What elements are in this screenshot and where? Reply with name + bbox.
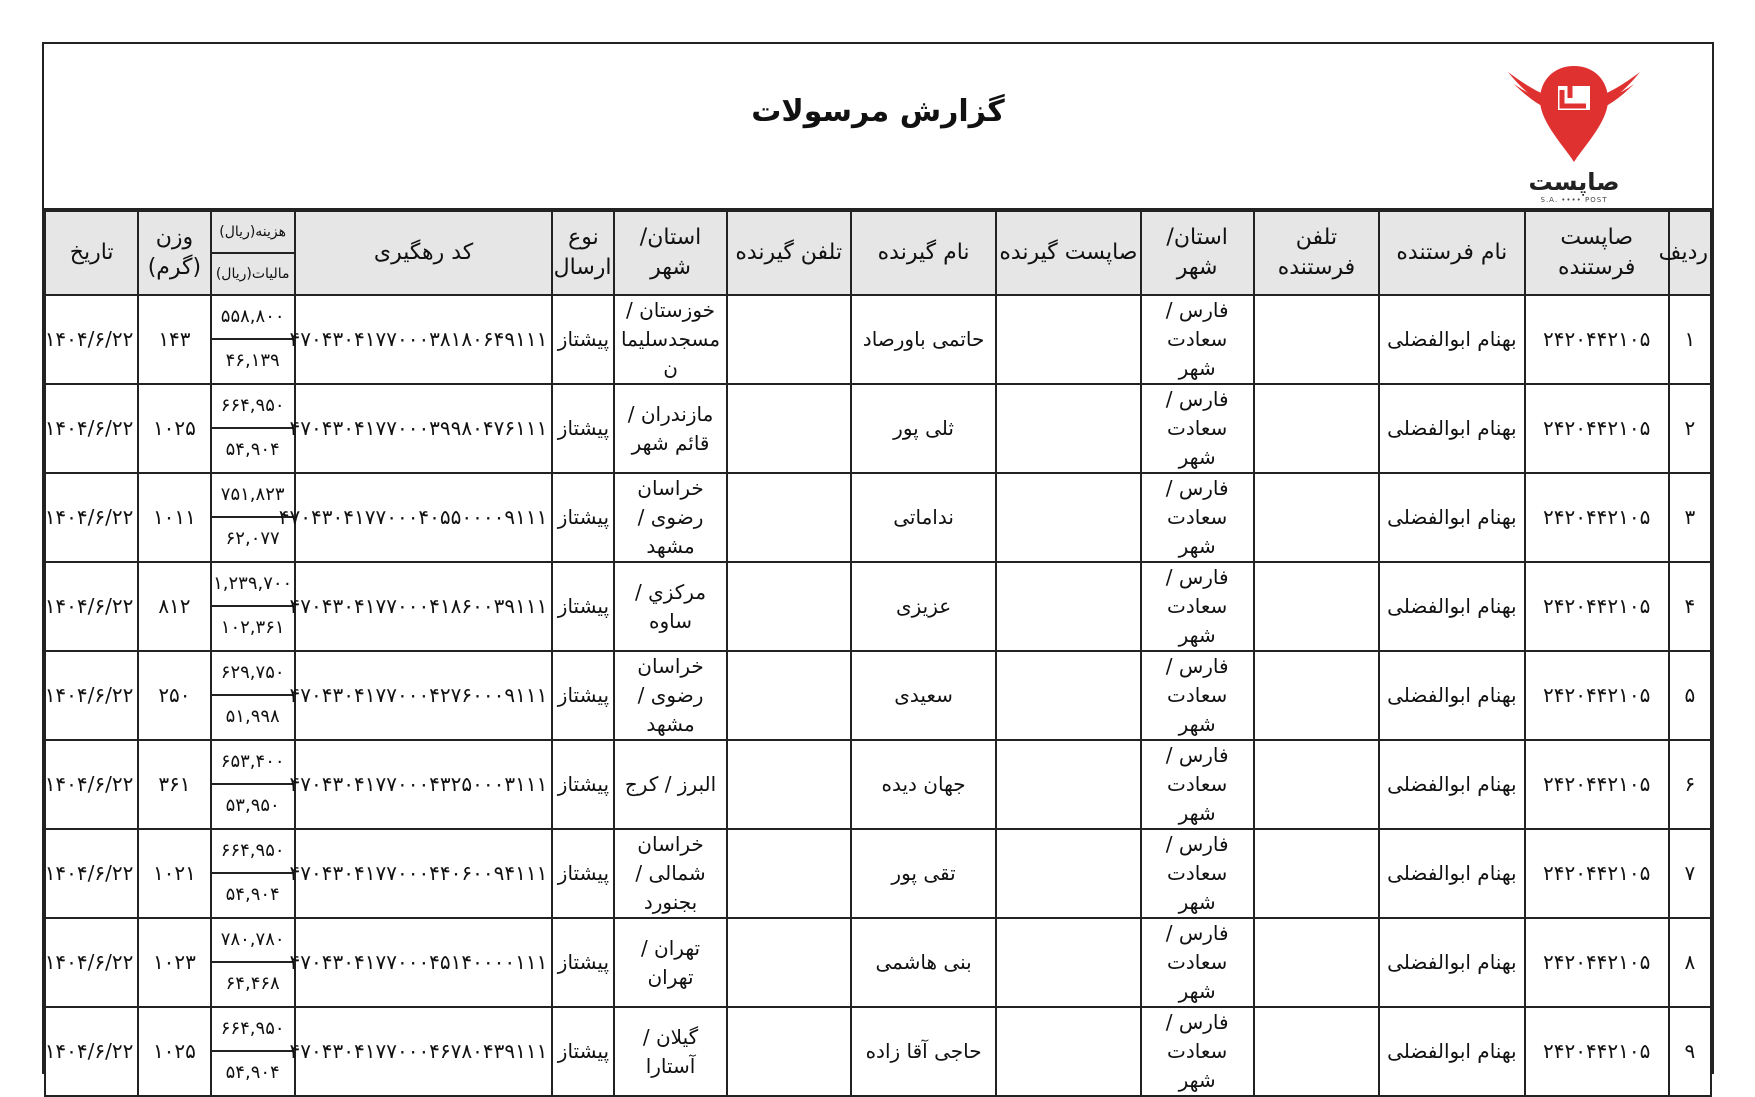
report-header bbox=[44, 44, 1712, 210]
cell-weight: ۸۱۲ bbox=[138, 562, 210, 651]
cell-date: ۱۴۰۴/۶/۲۲ bbox=[45, 295, 138, 384]
cell-send-type: پیشتاز bbox=[552, 384, 614, 473]
cell-weight: ۱۰۲۱ bbox=[138, 829, 210, 918]
cell-weight: ۱۰۱۱ bbox=[138, 473, 210, 562]
cell-cost: ۷۵۱,۸۲۳ bbox=[211, 473, 295, 517]
cell-send-type: پیشتاز bbox=[552, 740, 614, 829]
cell-receiver-phone bbox=[727, 384, 851, 473]
cell-row-number: ۵ bbox=[1669, 651, 1711, 740]
cell-sender-phone bbox=[1254, 918, 1379, 1007]
cell-sender-location: فارس / سعادت شهر bbox=[1141, 918, 1254, 1007]
cell-weight: ۱۴۳ bbox=[138, 295, 210, 384]
cell-sender-name: بهنام ابوالفضلی bbox=[1379, 562, 1524, 651]
table-header-row bbox=[45, 211, 1711, 253]
cell-weight: ۳۶۱ bbox=[138, 740, 210, 829]
cell-receiver-location: گیلان / آستارا bbox=[614, 1007, 726, 1096]
cell-receiver-name: جهان دیده bbox=[851, 740, 996, 829]
col-sender-code: صاپست فرستنده bbox=[1525, 211, 1669, 295]
cell-send-type: پیشتاز bbox=[552, 651, 614, 740]
col-sender-location: استان/ شهر bbox=[1141, 211, 1254, 295]
col-tracking-code: کد رهگیری bbox=[295, 211, 553, 295]
cell-receiver-location: خوزستان / مسجدسلیما ن bbox=[614, 295, 726, 384]
cell-receiver-phone bbox=[727, 295, 851, 384]
cell-receiver-name: تقی پور bbox=[851, 829, 996, 918]
table-row bbox=[45, 1007, 1711, 1051]
table-row bbox=[45, 651, 1711, 695]
cell-receiver-code bbox=[996, 473, 1140, 562]
cell-tax: ۶۲,۰۷۷ bbox=[211, 517, 295, 562]
cell-tax: ۵۳,۹۵۰ bbox=[211, 784, 295, 829]
cell-send-type: پیشتاز bbox=[552, 473, 614, 562]
cell-date: ۱۴۰۴/۶/۲۲ bbox=[45, 829, 138, 918]
shipments-table bbox=[44, 210, 1712, 1097]
cell-receiver-phone bbox=[727, 473, 851, 562]
cell-sender-name: بهنام ابوالفضلی bbox=[1379, 651, 1524, 740]
col-sender-name: نام فرستنده bbox=[1379, 211, 1524, 295]
cell-receiver-phone bbox=[727, 829, 851, 918]
cell-receiver-code bbox=[996, 918, 1140, 1007]
cell-receiver-name: ثلی پور bbox=[851, 384, 996, 473]
cell-tracking-code: ۴۷۰۴۳۰۴۱۷۷۰۰۰۳۹۹۸۰۴۷۶۱۱۱ bbox=[295, 384, 553, 473]
cell-cost: ۵۵۸,۸۰۰ bbox=[211, 295, 295, 339]
cell-sender-phone bbox=[1254, 295, 1379, 384]
cell-receiver-location: خراسان رضوی / مشهد bbox=[614, 473, 726, 562]
table-row bbox=[45, 295, 1711, 339]
cell-weight: ۱۰۲۵ bbox=[138, 384, 210, 473]
cell-sender-phone bbox=[1254, 651, 1379, 740]
cell-tax: ۶۴,۴۶۸ bbox=[211, 962, 295, 1007]
cell-tracking-code: ۴۷۰۴۳۰۴۱۷۷۰۰۰۴۳۲۵۰۰۰۳۱۱۱ bbox=[295, 740, 553, 829]
cell-tracking-code: ۴۷۰۴۳۰۴۱۷۷۰۰۰۴۵۱۴۰۰۰۰۱۱۱ bbox=[295, 918, 553, 1007]
cell-sender-location: فارس / سعادت شهر bbox=[1141, 651, 1254, 740]
cell-sender-code: ۲۴۲۰۴۴۲۱۰۵ bbox=[1525, 651, 1669, 740]
cell-row-number: ۹ bbox=[1669, 1007, 1711, 1096]
cell-sender-phone bbox=[1254, 740, 1379, 829]
cell-sender-location: فارس / سعادت شهر bbox=[1141, 1007, 1254, 1096]
table-row bbox=[45, 740, 1711, 784]
cell-row-number: ۶ bbox=[1669, 740, 1711, 829]
cell-sender-location: فارس / سعادت شهر bbox=[1141, 384, 1254, 473]
cell-cost: ۶۶۴,۹۵۰ bbox=[211, 384, 295, 428]
cell-tracking-code: ۴۷۰۴۳۰۴۱۷۷۰۰۰۴۶۷۸۰۴۳۹۱۱۱ bbox=[295, 1007, 553, 1096]
cell-sender-name: بهنام ابوالفضلی bbox=[1379, 384, 1524, 473]
cell-row-number: ۷ bbox=[1669, 829, 1711, 918]
logo-subtitle: S.A. •••• POST bbox=[1540, 196, 1608, 204]
cell-sender-code: ۲۴۲۰۴۴۲۱۰۵ bbox=[1525, 562, 1669, 651]
cell-sender-location: فارس / سعادت شهر bbox=[1141, 562, 1254, 651]
cell-cost: ۷۸۰,۷۸۰ bbox=[211, 918, 295, 962]
col-receiver-phone: تلفن گیرنده bbox=[727, 211, 851, 295]
report-frame bbox=[42, 42, 1714, 1092]
cell-tax: ۱۰۲,۳۶۱ bbox=[211, 606, 295, 651]
cell-sender-code: ۲۴۲۰۴۴۲۱۰۵ bbox=[1525, 384, 1669, 473]
col-tax: مالیات(ریال) bbox=[211, 253, 295, 295]
pin-wings-icon bbox=[1504, 58, 1644, 168]
cell-sender-code: ۲۴۲۰۴۴۲۱۰۵ bbox=[1525, 829, 1669, 918]
cell-cost: ۶۶۴,۹۵۰ bbox=[211, 1007, 295, 1051]
cell-weight: ۲۵۰ bbox=[138, 651, 210, 740]
sapost-logo bbox=[1504, 58, 1644, 208]
cell-row-number: ۴ bbox=[1669, 562, 1711, 651]
cell-tax: ۵۴,۹۰۴ bbox=[211, 1051, 295, 1096]
cell-receiver-name: بنی هاشمی bbox=[851, 918, 996, 1007]
col-receiver-location: استان/ شهر bbox=[614, 211, 726, 295]
table-row bbox=[45, 384, 1711, 428]
cell-receiver-phone bbox=[727, 740, 851, 829]
cell-receiver-location: مازندران / قائم شهر bbox=[614, 384, 726, 473]
table-row bbox=[45, 473, 1711, 517]
page-title: گزارش مرسولات bbox=[751, 94, 1005, 129]
cell-tax: ۵۴,۹۰۴ bbox=[211, 873, 295, 918]
cell-receiver-location: مرکزي / ساوه bbox=[614, 562, 726, 651]
cell-send-type: پیشتاز bbox=[552, 562, 614, 651]
cell-receiver-phone bbox=[727, 651, 851, 740]
cell-row-number: ۸ bbox=[1669, 918, 1711, 1007]
cell-row-number: ۲ bbox=[1669, 384, 1711, 473]
col-weight: وزن (گرم) bbox=[138, 211, 210, 295]
cell-sender-location: فارس / سعادت شهر bbox=[1141, 740, 1254, 829]
cell-tax: ۵۱,۹۹۸ bbox=[211, 695, 295, 740]
col-sender-phone: تلفن فرستنده bbox=[1254, 211, 1379, 295]
cell-sender-name: بهنام ابوالفضلی bbox=[1379, 1007, 1524, 1096]
cell-sender-name: بهنام ابوالفضلی bbox=[1379, 918, 1524, 1007]
cell-sender-name: بهنام ابوالفضلی bbox=[1379, 473, 1524, 562]
cell-receiver-code bbox=[996, 651, 1140, 740]
cell-tracking-code: ۴۷۰۴۳۰۴۱۷۷۰۰۰۴۱۸۶۰۰۳۹۱۱۱ bbox=[295, 562, 553, 651]
cell-receiver-phone bbox=[727, 562, 851, 651]
cell-cost: ۶۵۳,۴۰۰ bbox=[211, 740, 295, 784]
cell-sender-phone bbox=[1254, 384, 1379, 473]
cell-tracking-code: ۴۷۰۴۳۰۴۱۷۷۰۰۰۴۲۷۶۰۰۰۹۱۱۱ bbox=[295, 651, 553, 740]
cell-tax: ۵۴,۹۰۴ bbox=[211, 428, 295, 473]
cell-sender-name: بهنام ابوالفضلی bbox=[1379, 740, 1524, 829]
cell-receiver-code bbox=[996, 829, 1140, 918]
cell-send-type: پیشتاز bbox=[552, 295, 614, 384]
cell-date: ۱۴۰۴/۶/۲۲ bbox=[45, 651, 138, 740]
cell-receiver-name: نداماتی bbox=[851, 473, 996, 562]
cell-receiver-phone bbox=[727, 918, 851, 1007]
cell-receiver-location: خراسان شمالی / بجنورد bbox=[614, 829, 726, 918]
cell-receiver-code bbox=[996, 740, 1140, 829]
cell-sender-code: ۲۴۲۰۴۴۲۱۰۵ bbox=[1525, 1007, 1669, 1096]
cell-receiver-code bbox=[996, 295, 1140, 384]
col-receiver-code: صاپست گیرنده bbox=[996, 211, 1140, 295]
col-send-type: نوع ارسال bbox=[552, 211, 614, 295]
cell-tracking-code: ۴۷۰۴۳۰۴۱۷۷۰۰۰۴۰۵۵۰۰۰۰۹۱۱۱ bbox=[295, 473, 553, 562]
cell-tax: ۴۶,۱۳۹ bbox=[211, 339, 295, 384]
cell-sender-location: فارس / سعادت شهر bbox=[1141, 295, 1254, 384]
logo-wordmark: صاپست bbox=[1528, 168, 1620, 196]
cell-tracking-code: ۴۷۰۴۳۰۴۱۷۷۰۰۰۴۴۰۶۰۰۹۴۱۱۱ bbox=[295, 829, 553, 918]
cell-receiver-location: البرز / کرج bbox=[614, 740, 726, 829]
cell-sender-name: بهنام ابوالفضلی bbox=[1379, 295, 1524, 384]
cell-date: ۱۴۰۴/۶/۲۲ bbox=[45, 562, 138, 651]
cell-cost: ۶۶۴,۹۵۰ bbox=[211, 829, 295, 873]
col-date: تاریخ bbox=[45, 211, 138, 295]
cell-receiver-code bbox=[996, 1007, 1140, 1096]
cell-date: ۱۴۰۴/۶/۲۲ bbox=[45, 1007, 138, 1096]
cell-send-type: پیشتاز bbox=[552, 918, 614, 1007]
cell-sender-phone bbox=[1254, 1007, 1379, 1096]
cell-cost: ۶۲۹,۷۵۰ bbox=[211, 651, 295, 695]
cell-receiver-location: تهران / تهران bbox=[614, 918, 726, 1007]
col-cost: هزینه(ریال) bbox=[211, 211, 295, 253]
cell-sender-name: بهنام ابوالفضلی bbox=[1379, 829, 1524, 918]
cell-sender-phone bbox=[1254, 473, 1379, 562]
cell-sender-code: ۲۴۲۰۴۴۲۱۰۵ bbox=[1525, 740, 1669, 829]
cell-sender-code: ۲۴۲۰۴۴۲۱۰۵ bbox=[1525, 918, 1669, 1007]
cell-receiver-name: عزیزی bbox=[851, 562, 996, 651]
cell-sender-phone bbox=[1254, 562, 1379, 651]
cell-sender-phone bbox=[1254, 829, 1379, 918]
cell-date: ۱۴۰۴/۶/۲۲ bbox=[45, 473, 138, 562]
cell-date: ۱۴۰۴/۶/۲۲ bbox=[45, 918, 138, 1007]
table-row bbox=[45, 562, 1711, 606]
cell-date: ۱۴۰۴/۶/۲۲ bbox=[45, 384, 138, 473]
cell-receiver-location: خراسان رضوی / مشهد bbox=[614, 651, 726, 740]
cell-sender-code: ۲۴۲۰۴۴۲۱۰۵ bbox=[1525, 473, 1669, 562]
col-receiver-name: نام گیرنده bbox=[851, 211, 996, 295]
cell-weight: ۱۰۲۵ bbox=[138, 1007, 210, 1096]
cell-sender-location: فارس / سعادت شهر bbox=[1141, 473, 1254, 562]
col-row: ردیف bbox=[1669, 211, 1711, 295]
cell-send-type: پیشتاز bbox=[552, 829, 614, 918]
cell-date: ۱۴۰۴/۶/۲۲ bbox=[45, 740, 138, 829]
table-row bbox=[45, 829, 1711, 873]
cell-row-number: ۳ bbox=[1669, 473, 1711, 562]
table-body bbox=[45, 295, 1711, 1096]
cell-weight: ۱۰۲۳ bbox=[138, 918, 210, 1007]
cell-send-type: پیشتاز bbox=[552, 1007, 614, 1096]
table-row bbox=[45, 918, 1711, 962]
cell-receiver-name: حاتمی باورصاد bbox=[851, 295, 996, 384]
cell-cost: ۱,۲۳۹,۷۰۰ bbox=[211, 562, 295, 606]
cell-tracking-code: ۴۷۰۴۳۰۴۱۷۷۰۰۰۳۸۱۸۰۶۴۹۱۱۱ bbox=[295, 295, 553, 384]
cell-receiver-code bbox=[996, 562, 1140, 651]
cell-sender-location: فارس / سعادت شهر bbox=[1141, 829, 1254, 918]
cell-receiver-code bbox=[996, 384, 1140, 473]
cell-receiver-name: سعیدی bbox=[851, 651, 996, 740]
cell-sender-code: ۲۴۲۰۴۴۲۱۰۵ bbox=[1525, 295, 1669, 384]
cell-receiver-name: حاجی آقا زاده bbox=[851, 1007, 996, 1096]
cell-row-number: ۱ bbox=[1669, 295, 1711, 384]
cell-receiver-phone bbox=[727, 1007, 851, 1096]
